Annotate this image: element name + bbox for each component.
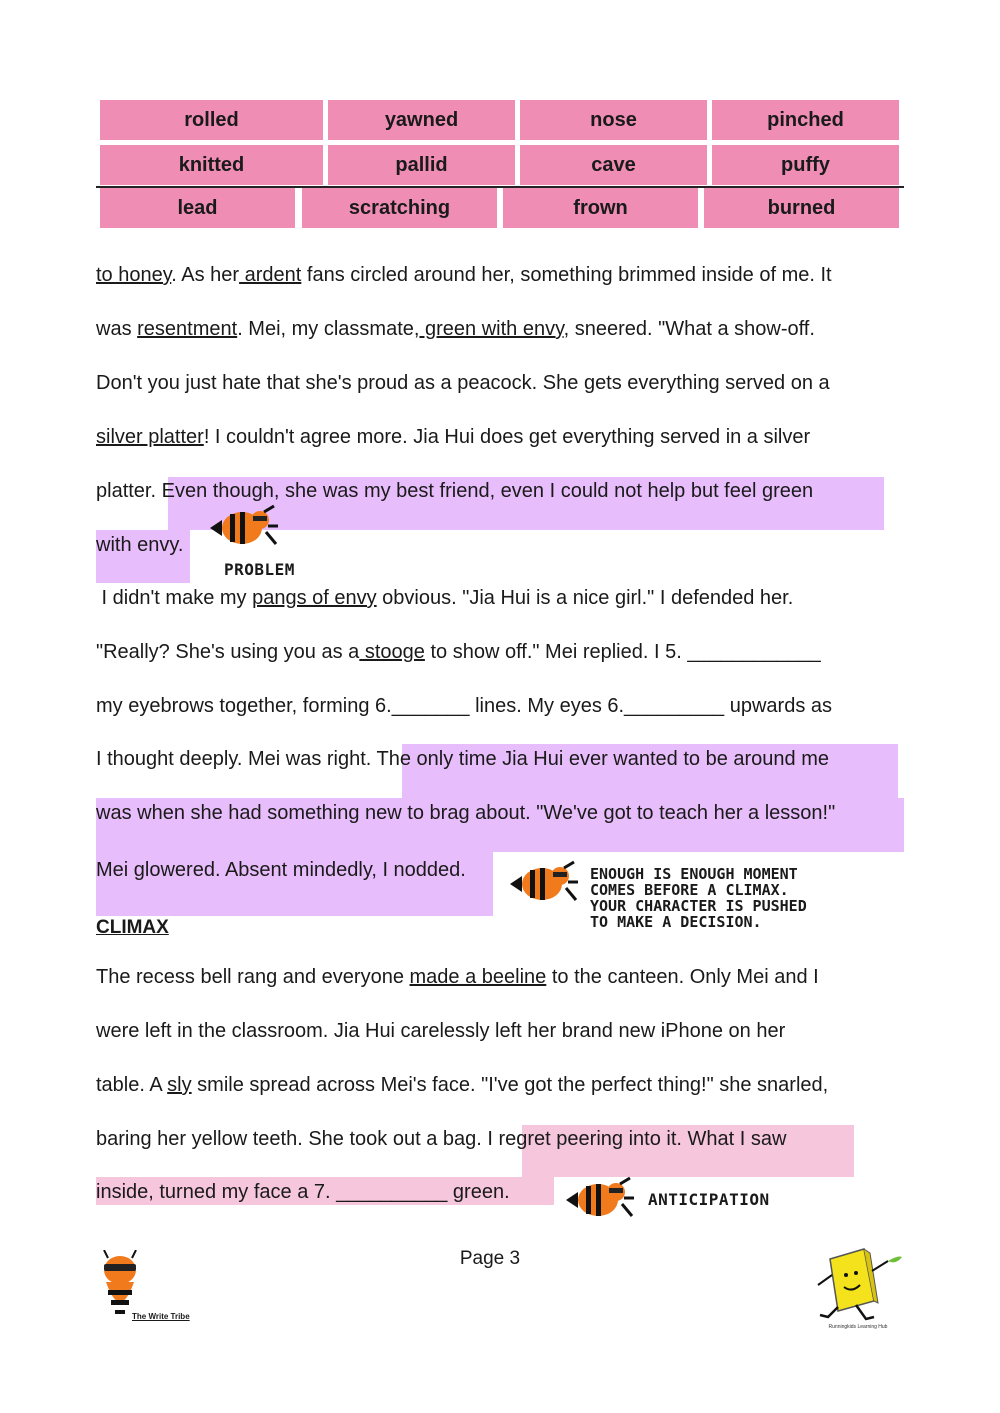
climax-heading: CLIMAX xyxy=(96,917,169,938)
story-line xyxy=(96,1072,828,1098)
story-text: obvious. "Jia Hui is a nice girl." I defended her. xyxy=(376,587,794,609)
word-bank-cell: frown xyxy=(503,188,698,228)
word-bank-row xyxy=(96,145,904,185)
word-bank-cell: puffy xyxy=(712,145,899,185)
vocab-phrase: green with envy xyxy=(419,318,564,340)
vocab-word: ardent xyxy=(239,264,302,286)
story-line: with envy. xyxy=(96,534,184,556)
word-bank-cell: knitted xyxy=(100,145,323,185)
story-line xyxy=(96,746,829,772)
story-text: was xyxy=(96,318,138,340)
story-text: , sneered. "What a show-off. xyxy=(563,318,815,340)
story-text: I thought deeply. Mei was right. xyxy=(96,748,377,770)
word-bank-cell: nose xyxy=(520,100,707,140)
story-line xyxy=(96,585,793,611)
story-text: baring her yellow teeth. She took out a bag. xyxy=(96,1128,488,1150)
word-bank-cell: pinched xyxy=(712,100,899,140)
word-bank-cell: scratching xyxy=(302,188,497,228)
story-line xyxy=(96,262,832,288)
story-text: table. A xyxy=(96,1074,168,1096)
story-text: smile spread across Mei's face. "I've got the perfect thing!" she snarled, xyxy=(191,1074,829,1096)
word-bank-cell: rolled xyxy=(100,100,323,140)
word-bank-cell: burned xyxy=(704,188,899,228)
annotation-problem: PROBLEM xyxy=(224,560,295,579)
word-bank-cell: cave xyxy=(520,145,707,185)
story-line: my eyebrows together, forming 6._______ lines. My eyes 6._________ upwards as xyxy=(96,695,832,717)
story-line xyxy=(96,424,810,450)
highlighted-text: I regret peering into it. What I saw xyxy=(487,1128,787,1150)
word-bank-row xyxy=(96,100,904,140)
word-bank-row xyxy=(96,188,904,228)
vocab-word: sly xyxy=(167,1074,192,1096)
bee-icon xyxy=(508,860,580,908)
story-text: "Really? She's using you as a xyxy=(96,641,360,663)
highlighted-text: Even though, she was my best friend, even I could not help but feel green xyxy=(161,480,814,502)
story-text: I didn't make my xyxy=(96,587,253,609)
story-line xyxy=(96,478,813,504)
vocab-phrase: silver platter xyxy=(96,426,204,448)
story-text: platter. xyxy=(96,480,162,502)
vocab-phrase: to honey xyxy=(96,264,172,286)
running-book-logo-text: Runningkids Learning Hub xyxy=(828,1324,888,1330)
story-text: ! I couldn't agree more. Jia Hui does get everything served in a silver xyxy=(203,426,811,448)
word-bank-cell: yawned xyxy=(328,100,515,140)
vocab-word: stooge xyxy=(359,641,425,663)
vocab-phrase: made a beeline xyxy=(409,966,547,988)
bee-icon xyxy=(208,504,280,552)
write-tribe-logo-text: The Write Tribe xyxy=(132,1312,190,1321)
vocab-phrase: pangs of envy xyxy=(252,587,377,609)
story-line xyxy=(96,639,821,665)
story-line: were left in the classroom. Jia Hui carelessly left her brand new iPhone on her xyxy=(96,1020,786,1042)
story-line: inside, turned my face a 7. __________ green. xyxy=(96,1181,510,1203)
highlighted-text: The only time Jia Hui ever wanted to be around me xyxy=(376,748,829,770)
story-text: . Mei, my classmate, xyxy=(237,318,420,340)
annotation-anticipation: ANTICIPATION xyxy=(648,1190,770,1209)
bee-icon xyxy=(564,1176,636,1224)
story-text: . As her xyxy=(171,264,240,286)
divider-line xyxy=(96,186,904,188)
running-book-logo xyxy=(812,1245,904,1325)
story-line: Mei glowered. Absent mindedly, I nodded. xyxy=(96,859,466,881)
page-number: Page 3 xyxy=(459,1248,521,1269)
story-line xyxy=(96,316,815,342)
story-line xyxy=(96,1126,786,1152)
story-text: The recess bell rang and everyone xyxy=(96,966,410,988)
annotation-enough-moment: ENOUGH IS ENOUGH MOMENT COMES BEFORE A CLIMAX. YOUR CHARACTER IS PUSHED TO MAKE A DECISION. xyxy=(590,865,807,931)
story-line xyxy=(96,964,819,990)
story-text: to show off." Mei replied. I 5. ____________ xyxy=(424,641,821,663)
vocab-word: resentment xyxy=(137,318,238,340)
story-line: was when she had something new to brag about. "We've got to teach her a lesson!" xyxy=(96,802,836,824)
story-line: Don't you just hate that she's proud as a peacock. She gets everything served on a xyxy=(96,372,830,394)
story-text: fans circled around her, something brimmed inside of me. It xyxy=(301,264,832,286)
story-text: to the canteen. Only Mei and I xyxy=(546,966,819,988)
word-bank-cell: lead xyxy=(100,188,295,228)
word-bank-cell: pallid xyxy=(328,145,515,185)
